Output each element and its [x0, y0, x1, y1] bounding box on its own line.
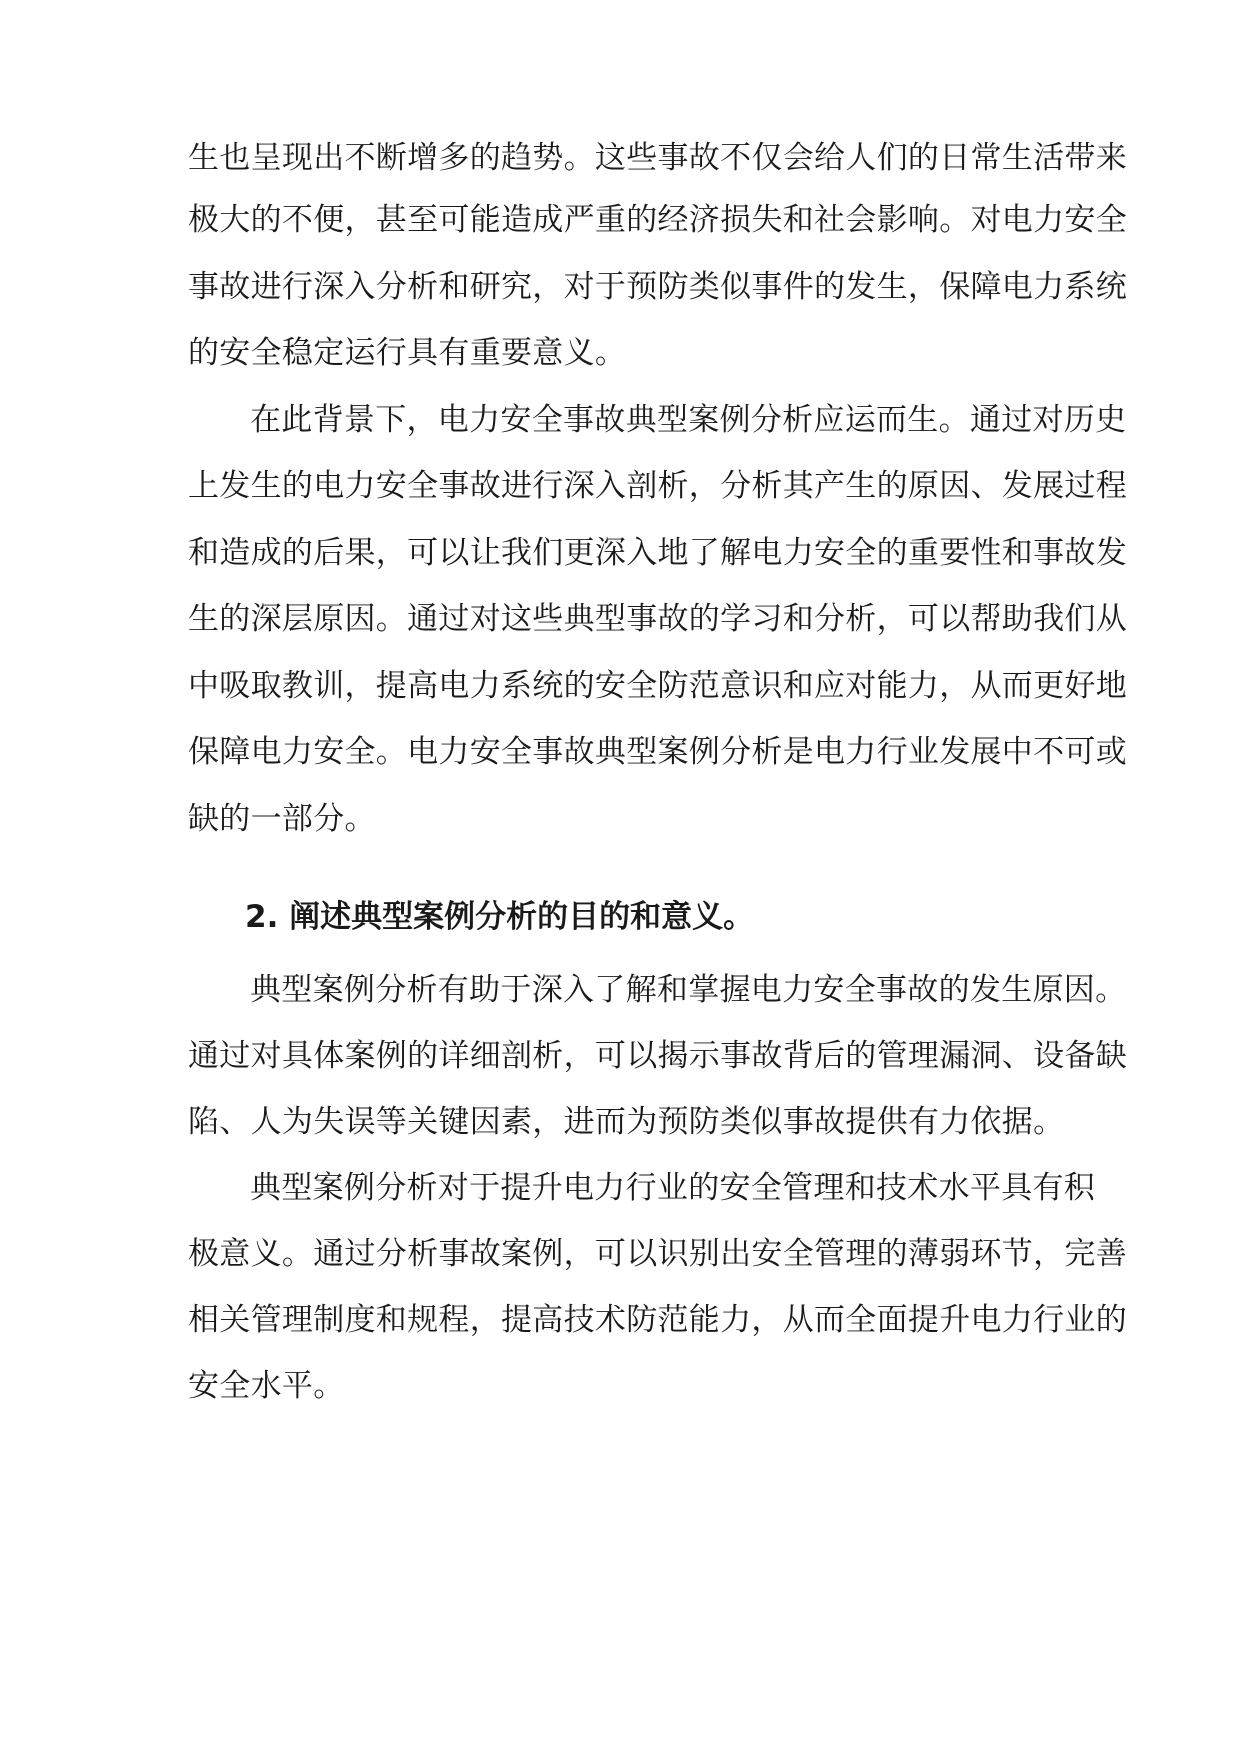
paragraph-line: 在此背景下，电力安全事故典型案例分析应运而生。通过对历史 — [250, 402, 1127, 438]
paragraph-line: 极大的不便，甚至可能造成严重的经济损失和社会影响。对电力安全 — [188, 202, 1127, 238]
paragraph-line: 生的深层原因。通过对这些典型事故的学习和分析，可以帮助我们从 — [188, 601, 1127, 637]
paragraph-line: 典型案例分析有助于深入了解和掌握电力安全事故的发生原因。 — [250, 972, 1127, 1008]
paragraph-line: 保障电力安全。电力安全事故典型案例分析是电力行业发展中不可或 — [188, 734, 1127, 770]
paragraph-line: 极意义。通过分析事故案例，可以识别出安全管理的薄弱环节，完善 — [188, 1236, 1127, 1272]
paragraph-line: 事故进行深入分析和研究，对于预防类似事件的发生，保障电力系统 — [188, 269, 1127, 305]
paragraph-line: 的安全稳定运行具有重要意义。 — [188, 335, 627, 371]
paragraph-line: 安全水平。 — [188, 1368, 345, 1404]
paragraph-line: 相关管理制度和规程，提高技术防范能力，从而全面提升电力行业的 — [188, 1302, 1127, 1338]
section-heading: 2. 阐述典型案例分析的目的和意义。 — [245, 899, 755, 935]
paragraph-line: 典型案例分析对于提升电力行业的安全管理和技术水平具有积 — [250, 1170, 1096, 1206]
paragraph-line: 生也呈现出不断增多的趋势。这些事故不仅会给人们的日常生活带来 — [188, 140, 1127, 176]
paragraph-line: 缺的一部分。 — [188, 801, 376, 837]
paragraph-line: 通过对具体案例的详细剖析，可以揭示事故背后的管理漏洞、设备缺 — [188, 1038, 1127, 1074]
paragraph-line: 中吸取教训，提高电力系统的安全防范意识和应对能力，从而更好地 — [188, 668, 1127, 704]
paragraph-line: 上发生的电力安全事故进行深入剖析，分析其产生的原因、发展过程 — [188, 468, 1127, 504]
paragraph-line: 陷、人为失误等关键因素，进而为预防类似事故提供有力依据。 — [188, 1104, 1065, 1140]
paragraph-line: 和造成的后果，可以让我们更深入地了解电力安全的重要性和事故发 — [188, 535, 1127, 571]
